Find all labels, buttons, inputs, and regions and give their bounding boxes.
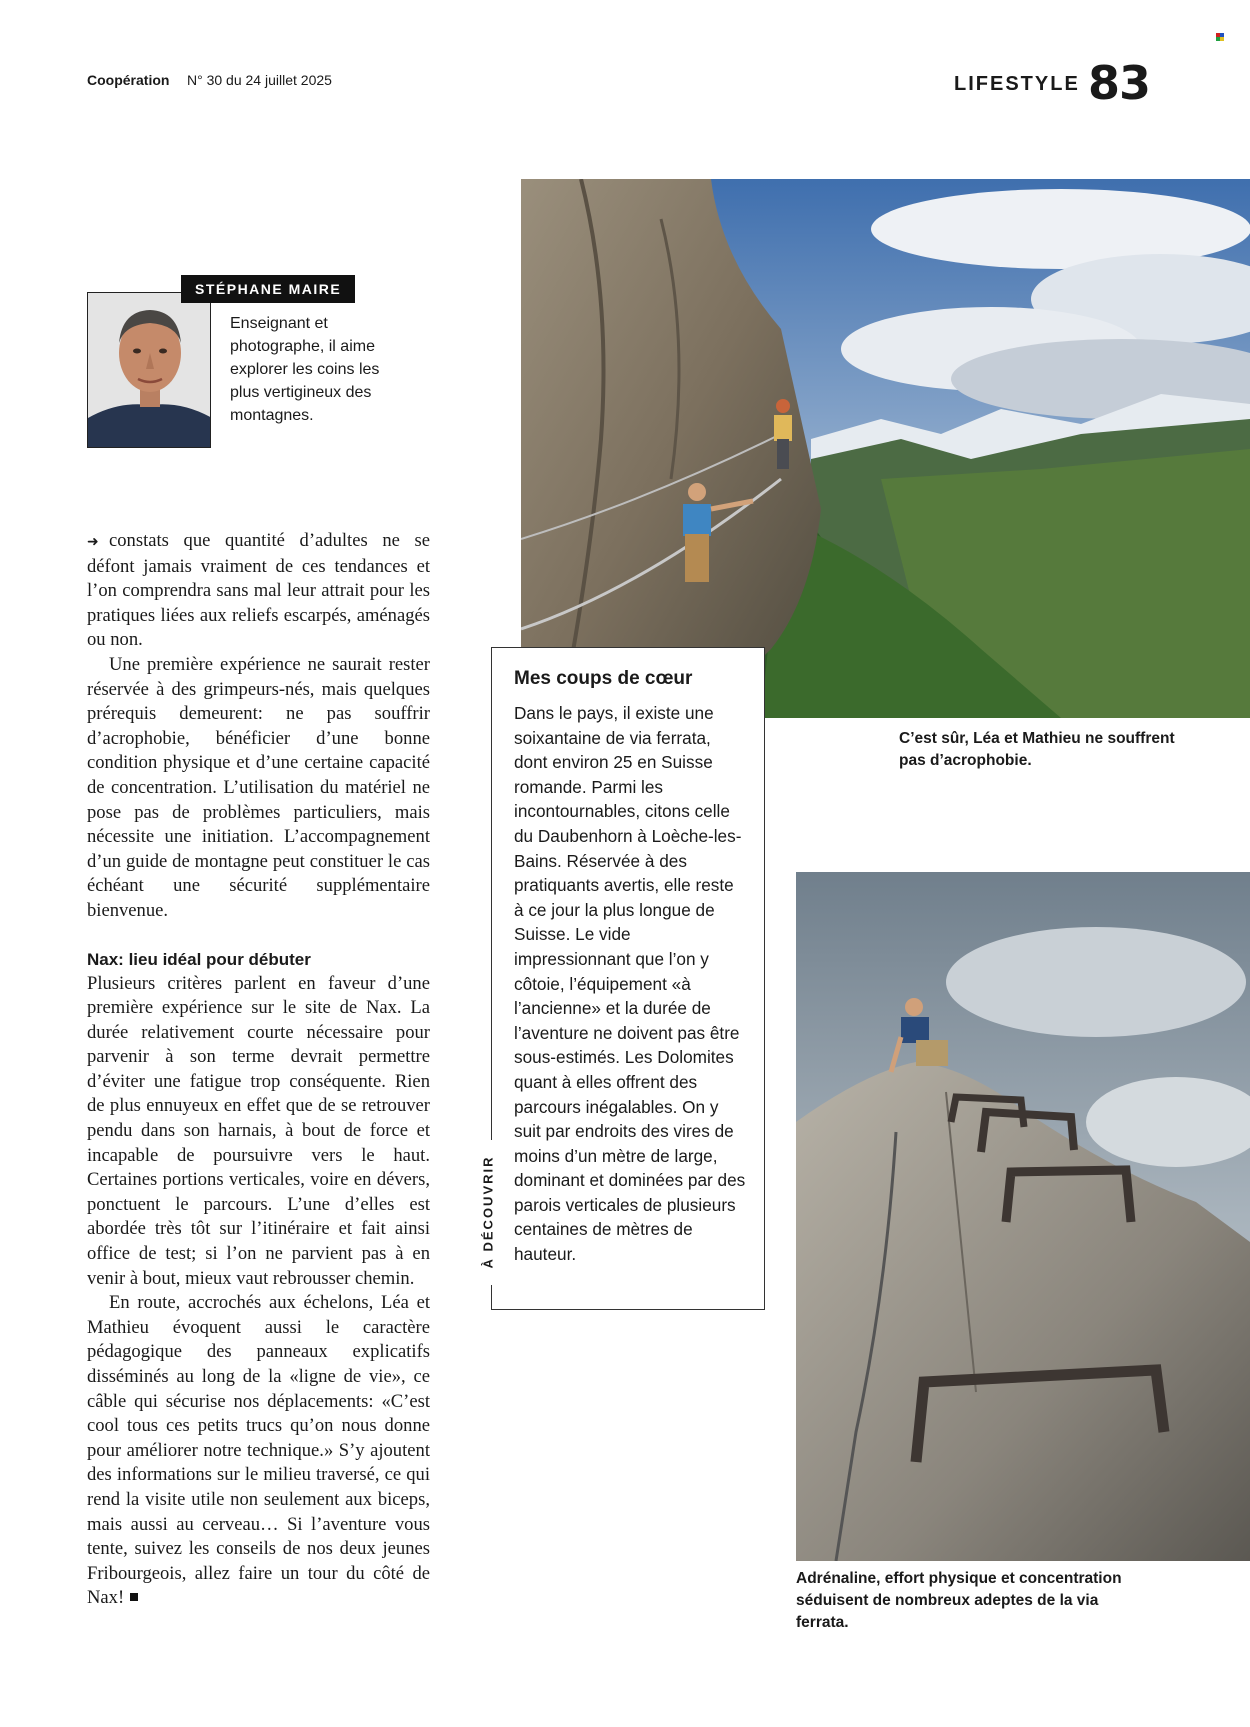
photo-climbers-cliff xyxy=(521,179,1250,718)
article-paragraph: Une première expérience ne saurait rester réservée à des grimpeurs-nés, mais quelques prérequis demeurent: ne pas souffrir d’acrophobie, bénéficier d’une bonne condition physique et d’une certaine capacité de concentration. L’utilisation du matériel ne pose pas de problèmes particuliers, mais nécessite une initiation. L’accompagnement d’un guide de montagne peut constituer le cas échéant une sécurité supplémentaire bienvenue. xyxy=(87,653,430,921)
article-paragraph xyxy=(87,529,430,653)
corner-registration-mark xyxy=(1216,33,1224,41)
sidebar-label xyxy=(475,1140,501,1285)
photo-climber-rungs xyxy=(796,872,1250,1561)
article-subheading: Nax: lieu idéal pour débuter xyxy=(87,949,311,969)
continuation-arrow-icon: ➜ xyxy=(87,534,99,550)
photo-caption: Adrénaline, effort physique et concentration séduisent de nombreux adeptes de la via ferrata. xyxy=(796,1570,1122,1631)
section-title: LIFESTYLE xyxy=(954,73,1080,95)
sidebar-label-text: À DÉCOUVRIR xyxy=(480,1155,496,1269)
article-paragraph xyxy=(87,1291,430,1611)
page-number: 83 xyxy=(1088,56,1151,110)
sidebar-title: Mes coups de cœur xyxy=(514,668,693,689)
author-name-tag: STÉPHANE MAIRE xyxy=(181,275,355,303)
issue-info: N° 30 du 24 juillet 2025 xyxy=(187,72,332,88)
paragraph-text: En route, accrochés aux échelons, Léa et Mathieu évoquent aussi le caractère pédagogique des panneaux explicatifs disséminés au long de la «ligne de vie», ce câble qui sécurise nos déplacements: «C’est cool tous ces petits trucs qu’on nous donne pour améliorer notre technique.» S’y ajoutent des informations sur le milieu traversé, ce qui rend la visite utile non seulement aux biceps, mais aussi au cerveau… Si l’aventure vous tente, suivez les conseils de nos deux jeunes Fribourgeois, allez faire un tour du côté de Nax! xyxy=(87,1292,430,1609)
article-paragraph: Plusieurs critères parlent en faveur d’une première expérience sur le site de Nax. La durée relativement courte nécessaire pour parvenir à son terme devrait permettre d’éviter une fatigue trop conséquente. Rien de plus ennuyeux en effet que de se retrouver pendu dans son harnais, à bout de force et incapable de poursuivre vers le haut. Certaines portions verticales, voire en dévers, ponctuent le parcours. L’une d’elles est abordée très tôt sur l’itinéraire et fait ainsi office de test; si l’on ne parvient pas à en venir à bout, mieux vaut rebrousser chemin. xyxy=(87,972,430,1289)
publication-name: Coopération xyxy=(87,72,170,88)
photo-caption: C’est sûr, Léa et Mathieu ne souffrent pas d’acrophobie. xyxy=(899,730,1175,769)
author-portrait xyxy=(87,292,211,448)
sidebar-text: Dans le pays, il existe une soixantaine de via ferrata, dont environ 25 en Suisse romande. Parmi les incontournables, citons celle du Daubenhorn à Loèche-les-Bains. Réservée à des pratiquants avertis, elle reste à ce jour la plus longue de Suisse. Le vide impressionnant que l’on y côtoie, l’équipement «à l’ancienne» et la durée de l’aventure ne doivent pas être sous-estimés. Les Dolomites quant à elles offrent des parcours inégalables. On y suit par endroits des vires de moins d’un mètre de large, dominant et dominées par des parois verticales de plusieurs centaines de mètres de hauteur. xyxy=(514,703,746,1265)
author-bio: Enseignant et photographe, il aime explorer les coins les plus vertigineux des montagnes. xyxy=(230,315,380,424)
end-of-article-square-icon xyxy=(130,1593,138,1601)
paragraph-text: constats que quantité d’adultes ne se défont jamais vraiment de ces tendances et l’on comprendra sans mal leur attrait pour les pratiques liées aux reliefs escarpés, aménagés ou non. xyxy=(87,530,430,651)
article-column xyxy=(87,529,430,1611)
